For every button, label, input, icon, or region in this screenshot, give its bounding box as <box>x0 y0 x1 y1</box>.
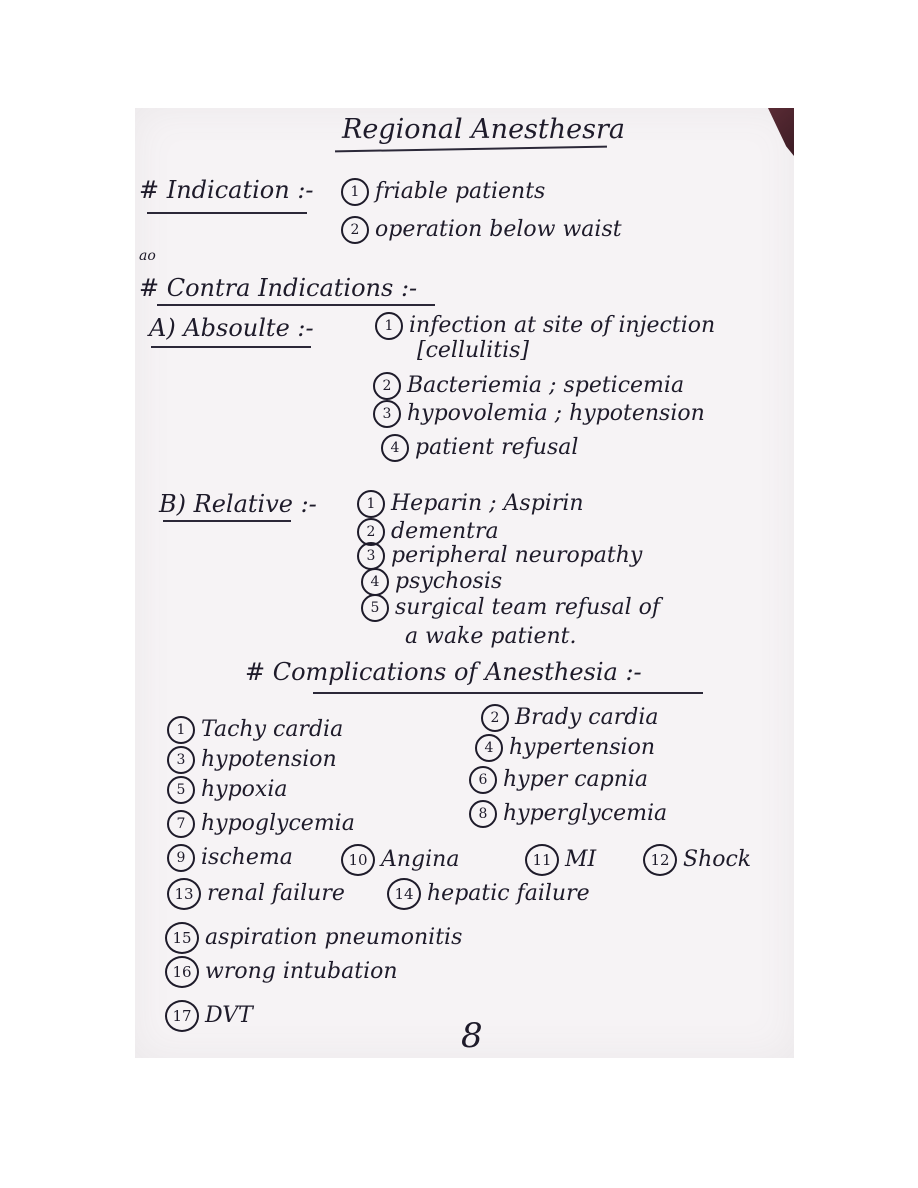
item-number: 2 <box>373 372 401 400</box>
absolute-underline <box>151 346 311 348</box>
absolute-item <box>373 372 684 400</box>
item-number: 11 <box>525 844 559 876</box>
item-number: 5 <box>361 594 389 622</box>
item-number: 2 <box>357 518 385 546</box>
item-text: Heparin ; Aspirin <box>391 491 584 516</box>
item-number: 5 <box>167 776 195 804</box>
absolute-item <box>373 400 705 428</box>
indication-heading: # Indication :- <box>139 176 314 204</box>
item-text: peripheral neuropathy <box>391 543 643 568</box>
item-text: MI <box>565 847 597 872</box>
item-number: 17 <box>165 1000 199 1032</box>
margin-note: ao <box>139 248 156 264</box>
item-number: 7 <box>167 810 195 838</box>
item-number: 3 <box>373 400 401 428</box>
complication-item <box>167 878 345 910</box>
item-text: renal failure <box>207 881 345 906</box>
complication-item <box>165 1000 253 1032</box>
relative-item <box>357 542 642 570</box>
item-text: Angina <box>381 847 460 872</box>
complication-item <box>167 776 288 804</box>
item-text: hyperglycemia <box>503 801 668 826</box>
item-text: hypertension <box>509 735 655 760</box>
item-number: 14 <box>387 878 421 910</box>
page-title: Regional Anesthesra <box>342 114 625 145</box>
item-number: 6 <box>469 766 497 794</box>
absolute-heading: A) Absoulte :- <box>149 314 314 342</box>
relative-item-continued: a wake patient. <box>405 624 577 649</box>
item-text: friable patients <box>375 179 546 204</box>
complication-item <box>341 844 459 876</box>
item-number: 4 <box>361 568 389 596</box>
item-text: hypovolemia ; hypotension <box>407 401 705 426</box>
complication-item <box>167 844 293 872</box>
complication-item <box>481 704 659 732</box>
relative-item <box>361 594 660 622</box>
item-text: Bacteriemia ; speticemia <box>407 373 685 398</box>
complication-item <box>387 878 590 910</box>
background-corner <box>768 108 794 156</box>
absolute-item-note: [cellulitis] <box>417 338 529 363</box>
item-text: psychosis <box>395 569 503 594</box>
complications-heading: # Complications of Anesthesia :- <box>245 658 642 686</box>
indication-underline <box>147 212 307 214</box>
title-underline <box>335 146 607 153</box>
item-text: hyper capnia <box>503 767 649 792</box>
item-text: wrong intubation <box>205 959 398 984</box>
item-text: operation below waist <box>375 217 622 242</box>
item-number: 8 <box>469 800 497 828</box>
item-number: 3 <box>357 542 385 570</box>
contra-heading: # Contra Indications :- <box>139 274 418 302</box>
contra-underline <box>157 304 435 306</box>
item-text: hypoglycemia <box>201 811 355 836</box>
item-number: 3 <box>167 746 195 774</box>
complication-item <box>475 734 655 762</box>
item-text: dementra <box>391 519 499 544</box>
complication-item <box>167 810 355 838</box>
indication-item <box>341 178 545 206</box>
indication-item <box>341 216 622 244</box>
complications-underline <box>313 692 703 694</box>
absolute-item <box>381 434 578 462</box>
notebook-page <box>135 108 794 1058</box>
item-number: 2 <box>341 216 369 244</box>
item-number: 4 <box>381 434 409 462</box>
item-text: hepatic failure <box>427 881 590 906</box>
item-number: 2 <box>481 704 509 732</box>
item-number: 16 <box>165 956 199 988</box>
item-text: Brady cardia <box>515 705 659 730</box>
page-number: 8 <box>461 1016 483 1056</box>
relative-heading: B) Relative :- <box>159 490 317 518</box>
item-text: patient refusal <box>415 435 579 460</box>
item-number: 1 <box>167 716 195 744</box>
complication-item <box>525 844 596 876</box>
item-text: surgical team refusal of <box>395 595 661 620</box>
complication-item <box>643 844 751 876</box>
item-number: 1 <box>341 178 369 206</box>
item-text: Shock <box>683 847 752 872</box>
item-number: 9 <box>167 844 195 872</box>
complication-item <box>167 746 337 774</box>
item-number: 4 <box>475 734 503 762</box>
item-number: 10 <box>341 844 375 876</box>
item-number: 15 <box>165 922 199 954</box>
item-number: 1 <box>375 312 403 340</box>
item-text: aspiration pneumonitis <box>205 925 463 950</box>
item-text: DVT <box>205 1003 253 1028</box>
complication-item <box>167 716 343 744</box>
complication-item <box>469 800 667 828</box>
item-number: 13 <box>167 878 201 910</box>
complication-item <box>165 956 398 988</box>
complication-item <box>165 922 462 954</box>
item-text: ischema <box>201 845 293 870</box>
relative-underline <box>163 520 291 522</box>
absolute-item <box>375 312 715 340</box>
item-text: infection at site of injection <box>409 313 716 338</box>
item-number: 1 <box>357 490 385 518</box>
item-text: hypotension <box>201 747 337 772</box>
relative-item <box>361 568 502 596</box>
relative-item <box>357 490 584 518</box>
complication-item <box>469 766 648 794</box>
item-text: Tachy cardia <box>201 717 344 742</box>
item-text: hypoxia <box>201 777 288 802</box>
item-number: 12 <box>643 844 677 876</box>
